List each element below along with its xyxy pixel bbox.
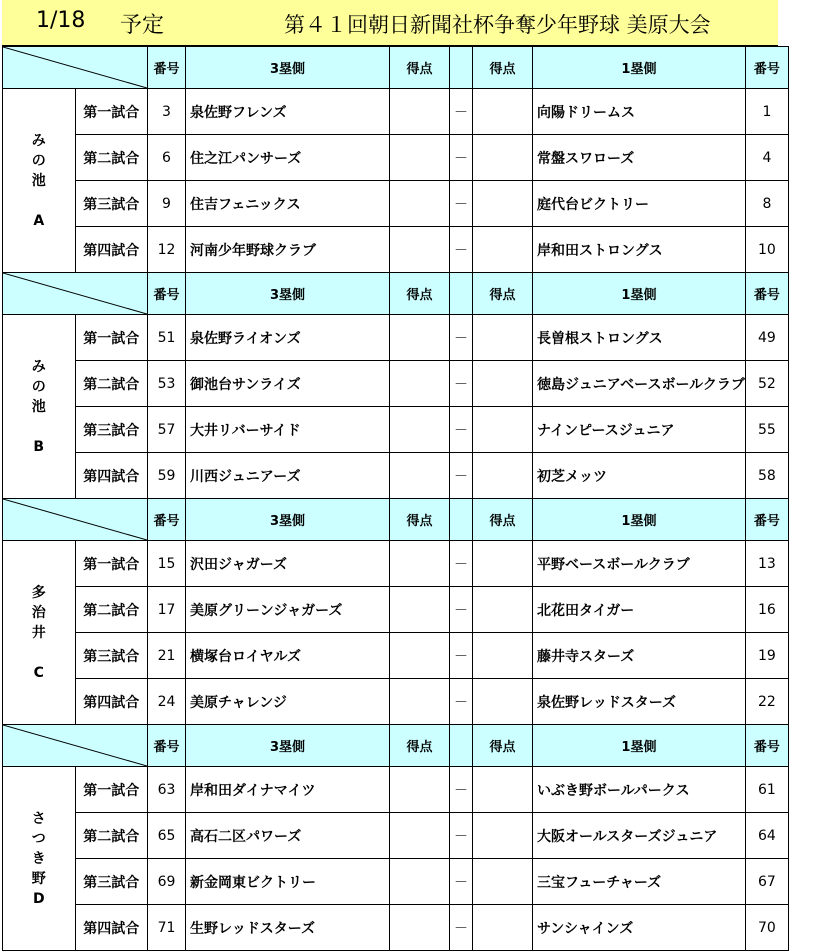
score-separator: －: [450, 315, 473, 361]
header-away-team: 1塁側: [533, 273, 746, 315]
venue-name: [3, 89, 76, 273]
header-away-no: 番号: [745, 273, 788, 315]
tournament-title: 第４１回朝日新聞社杯争奪少年野球 美原大会: [284, 13, 711, 37]
away-team-no: 55: [745, 407, 788, 453]
game-label: 第四試合: [75, 679, 148, 725]
home-team-no: 6: [148, 135, 186, 181]
game-row: [3, 767, 789, 813]
venue-name: [3, 315, 76, 499]
home-team-name: 住之江パンサーズ: [186, 135, 390, 181]
home-score: [390, 181, 450, 227]
header-separator: [450, 499, 473, 541]
game-row: [3, 679, 789, 725]
header-away-no: 番号: [745, 47, 788, 89]
game-label: 第四試合: [75, 905, 148, 951]
home-score: [390, 135, 450, 181]
venue-name-char: の: [31, 378, 46, 395]
game-label: 第一試合: [75, 315, 148, 361]
score-separator: －: [450, 587, 473, 633]
home-score: [390, 89, 450, 135]
header-home-no: 番号: [148, 725, 186, 767]
away-team-name: 三宝フューチャーズ: [533, 859, 746, 905]
game-row: [3, 227, 789, 273]
away-team-name: ナインピースジュニア: [533, 407, 746, 453]
away-team-no: 64: [745, 813, 788, 859]
venue-name-char: 野: [31, 870, 46, 887]
home-team-name: 新金岡東ビクトリー: [186, 859, 390, 905]
schedule-label: 予定: [120, 13, 165, 38]
header-away-team: 1塁側: [533, 499, 746, 541]
venue-name-char: A: [33, 212, 45, 229]
score-separator: －: [450, 813, 473, 859]
header-row: [3, 725, 789, 767]
home-team-name: 横塚台ロイヤルズ: [186, 633, 390, 679]
away-team-name: 常盤スワローズ: [533, 135, 746, 181]
away-team-name: 長曽根ストロングス: [533, 315, 746, 361]
header-home-score: 得点: [390, 273, 450, 315]
header-home-no: 番号: [148, 499, 186, 541]
home-team-name: 御池台サンライズ: [186, 361, 390, 407]
away-team-name: 初芝メッツ: [533, 453, 746, 499]
away-team-name: 藤井寺スターズ: [533, 633, 746, 679]
home-team-no: 63: [148, 767, 186, 813]
header-corner: [3, 47, 148, 89]
header-separator: [450, 725, 473, 767]
home-team-no: 59: [148, 453, 186, 499]
away-team-name: 庭代台ビクトリー: [533, 181, 746, 227]
game-row: [3, 813, 789, 859]
game-label: 第三試合: [75, 633, 148, 679]
home-team-no: 71: [148, 905, 186, 951]
home-team-name: 川西ジュニアーズ: [186, 453, 390, 499]
away-team-name: 向陽ドリームス: [533, 89, 746, 135]
venue-name-char: C: [33, 664, 44, 681]
diagonal-line: [3, 725, 147, 766]
score-separator: －: [450, 135, 473, 181]
schedule-date: 1/18: [36, 8, 86, 33]
score-separator: －: [450, 541, 473, 587]
header-away-score: 得点: [473, 499, 533, 541]
game-row: [3, 859, 789, 905]
game-label: 第三試合: [75, 181, 148, 227]
home-team-name: 大井リバーサイド: [186, 407, 390, 453]
header-row: [3, 499, 789, 541]
away-score: [473, 361, 533, 407]
away-team-no: 58: [745, 453, 788, 499]
header-away-score: 得点: [473, 725, 533, 767]
score-separator: －: [450, 859, 473, 905]
header-corner: [3, 273, 148, 315]
header-home-score: 得点: [390, 725, 450, 767]
home-team-no: 17: [148, 587, 186, 633]
home-team-no: 3: [148, 89, 186, 135]
schedule-table: [2, 46, 789, 951]
away-team-name: 大阪オールスターズジュニア: [533, 813, 746, 859]
away-team-name: いぶき野ボールパークス: [533, 767, 746, 813]
game-row: [3, 89, 789, 135]
home-team-name: 高石二区パワーズ: [186, 813, 390, 859]
venue-name-char: 池: [31, 172, 46, 189]
game-label: 第一試合: [75, 541, 148, 587]
game-label: 第四試合: [75, 453, 148, 499]
header-home-no: 番号: [148, 273, 186, 315]
venue-name-char: み: [31, 358, 46, 375]
header-home-team: 3塁側: [186, 273, 390, 315]
score-separator: －: [450, 767, 473, 813]
home-team-no: 69: [148, 859, 186, 905]
game-label: 第二試合: [75, 135, 148, 181]
venue-name-char: 多: [31, 584, 46, 601]
venue-name-char: D: [32, 890, 45, 907]
game-label: 第四試合: [75, 227, 148, 273]
away-team-no: 61: [745, 767, 788, 813]
away-team-name: サンシャインズ: [533, 905, 746, 951]
away-score: [473, 315, 533, 361]
away-team-no: 22: [745, 679, 788, 725]
game-label: 第二試合: [75, 361, 148, 407]
home-score: [390, 813, 450, 859]
away-score: [473, 679, 533, 725]
game-label: 第二試合: [75, 813, 148, 859]
home-team-no: 24: [148, 679, 186, 725]
header-home-team: 3塁側: [186, 499, 390, 541]
home-team-name: 美原グリーンジャガーズ: [186, 587, 390, 633]
venue-name-char: つ: [31, 830, 46, 847]
venue-name-char: の: [31, 152, 46, 169]
home-score: [390, 361, 450, 407]
away-team-no: 49: [745, 315, 788, 361]
title-bar: [2, 0, 778, 46]
score-separator: －: [450, 361, 473, 407]
venue-name-char: 治: [31, 604, 46, 621]
score-separator: －: [450, 633, 473, 679]
home-score: [390, 633, 450, 679]
header-home-no: 番号: [148, 47, 186, 89]
score-separator: －: [450, 407, 473, 453]
home-team-no: 15: [148, 541, 186, 587]
away-score: [473, 813, 533, 859]
away-score: [473, 227, 533, 273]
away-score: [473, 767, 533, 813]
venue-name-char: [3, 643, 75, 663]
away-score: [473, 541, 533, 587]
home-team-name: 生野レッドスターズ: [186, 905, 390, 951]
score-separator: －: [450, 679, 473, 725]
away-team-name: 泉佐野レッドスターズ: [533, 679, 746, 725]
score-separator: －: [450, 227, 473, 273]
venue-name-char: 井: [31, 624, 46, 641]
header-away-no: 番号: [745, 499, 788, 541]
away-team-name: 岸和田ストロングス: [533, 227, 746, 273]
header-corner: [3, 725, 148, 767]
header-separator: [450, 47, 473, 89]
away-score: [473, 859, 533, 905]
home-team-name: 美原チャレンジ: [186, 679, 390, 725]
game-label: 第三試合: [75, 859, 148, 905]
header-home-team: 3塁側: [186, 725, 390, 767]
home-score: [390, 453, 450, 499]
venue-name-char: み: [31, 132, 46, 149]
home-score: [390, 859, 450, 905]
home-team-no: 57: [148, 407, 186, 453]
header-away-score: 得点: [473, 47, 533, 89]
header-away-no: 番号: [745, 725, 788, 767]
score-separator: －: [450, 453, 473, 499]
away-score: [473, 407, 533, 453]
header-away-score: 得点: [473, 273, 533, 315]
game-label: 第一試合: [75, 89, 148, 135]
away-team-no: 70: [745, 905, 788, 951]
home-score: [390, 679, 450, 725]
header-corner: [3, 499, 148, 541]
home-team-name: 泉佐野ライオンズ: [186, 315, 390, 361]
diagonal-line: [3, 273, 147, 314]
away-score: [473, 453, 533, 499]
score-separator: －: [450, 905, 473, 951]
home-team-no: 9: [148, 181, 186, 227]
venue-name-char: さ: [31, 810, 46, 827]
game-label: 第二試合: [75, 587, 148, 633]
away-team-no: 4: [745, 135, 788, 181]
header-away-team: 1塁側: [533, 47, 746, 89]
venue-name: [3, 767, 76, 951]
diagonal-line: [3, 47, 147, 88]
home-score: [390, 315, 450, 361]
game-row: [3, 587, 789, 633]
home-team-no: 51: [148, 315, 186, 361]
game-row: [3, 181, 789, 227]
header-row: [3, 47, 789, 89]
away-team-no: 19: [745, 633, 788, 679]
away-team-no: 13: [745, 541, 788, 587]
away-score: [473, 587, 533, 633]
venue-name-char: B: [33, 438, 45, 455]
away-team-name: 北花田タイガー: [533, 587, 746, 633]
away-team-no: 10: [745, 227, 788, 273]
home-team-name: 岸和田ダイナマイツ: [186, 767, 390, 813]
diagonal-line: [3, 499, 147, 540]
header-home-team: 3塁側: [186, 47, 390, 89]
game-row: [3, 407, 789, 453]
venue-name-char: [3, 417, 75, 437]
home-team-name: 泉佐野フレンズ: [186, 89, 390, 135]
away-team-no: 16: [745, 587, 788, 633]
home-team-no: 65: [148, 813, 186, 859]
game-row: [3, 633, 789, 679]
game-label: 第一試合: [75, 767, 148, 813]
game-label: 第三試合: [75, 407, 148, 453]
venue-name-char: き: [31, 850, 46, 867]
game-row: [3, 541, 789, 587]
away-score: [473, 89, 533, 135]
game-row: [3, 135, 789, 181]
away-team-no: 67: [745, 859, 788, 905]
game-row: [3, 315, 789, 361]
game-row: [3, 453, 789, 499]
header-home-score: 得点: [390, 499, 450, 541]
home-score: [390, 227, 450, 273]
header-row: [3, 273, 789, 315]
home-team-name: 河南少年野球クラブ: [186, 227, 390, 273]
away-team-name: 平野ベースボールクラブ: [533, 541, 746, 587]
away-score: [473, 135, 533, 181]
home-team-name: 沢田ジャガーズ: [186, 541, 390, 587]
header-away-team: 1塁側: [533, 725, 746, 767]
score-separator: －: [450, 89, 473, 135]
home-team-no: 12: [148, 227, 186, 273]
game-row: [3, 361, 789, 407]
venue-name: [3, 541, 76, 725]
home-score: [390, 767, 450, 813]
home-score: [390, 541, 450, 587]
away-team-name: 徳島ジュニアベースボールクラブ: [533, 361, 746, 407]
away-team-no: 1: [745, 89, 788, 135]
away-team-no: 8: [745, 181, 788, 227]
venue-name-char: 池: [31, 398, 46, 415]
away-team-no: 52: [745, 361, 788, 407]
home-team-name: 住吉フェニックス: [186, 181, 390, 227]
venue-name-char: [3, 191, 75, 211]
header-home-score: 得点: [390, 47, 450, 89]
away-score: [473, 633, 533, 679]
home-team-no: 21: [148, 633, 186, 679]
away-score: [473, 181, 533, 227]
home-score: [390, 407, 450, 453]
header-separator: [450, 273, 473, 315]
score-separator: －: [450, 181, 473, 227]
home-team-no: 53: [148, 361, 186, 407]
home-score: [390, 587, 450, 633]
